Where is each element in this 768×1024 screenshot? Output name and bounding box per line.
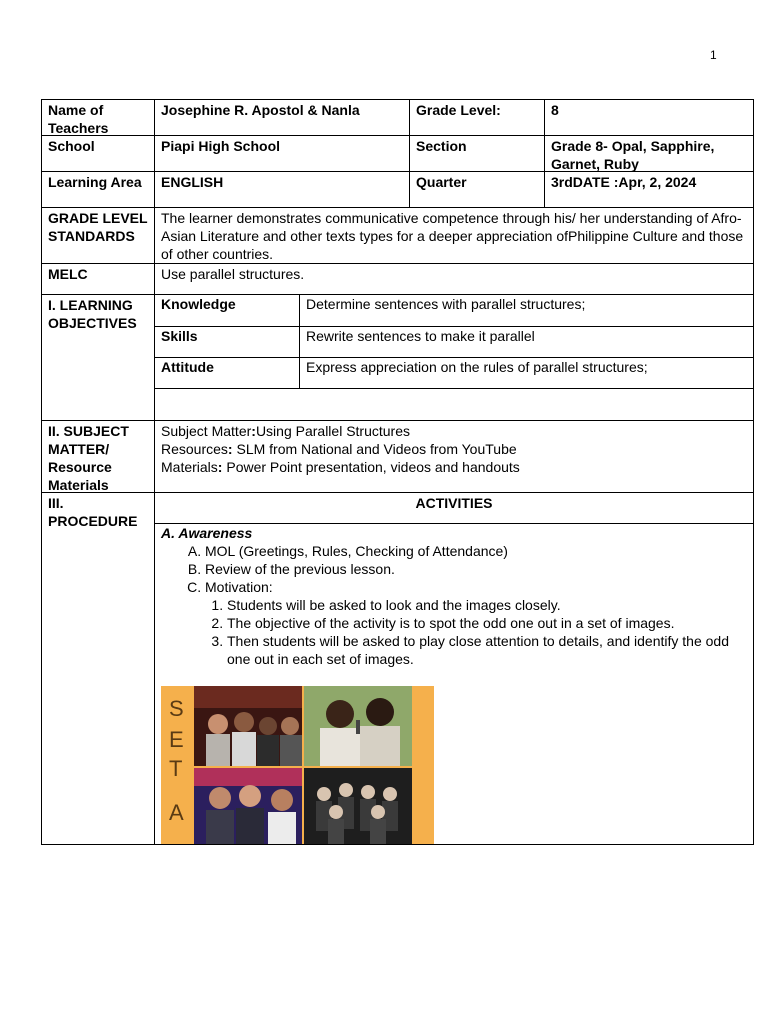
set-letter: T	[169, 756, 183, 781]
school-label: School	[41, 135, 155, 172]
motivation-list	[205, 596, 747, 668]
subject-matter-line: Subject Matter:Using Parallel Structures	[161, 423, 410, 439]
objective-type-attitude: Attitude	[154, 357, 300, 389]
set-letter: S	[169, 696, 184, 721]
grade-level-label: Grade Level:	[409, 99, 545, 136]
objective-text-skills: Rewrite sentences to make it parallel	[299, 326, 754, 358]
objectives-label: I. LEARNING OBJECTIVES	[41, 294, 155, 421]
activities-heading: ACTIVITIES	[154, 492, 754, 524]
lesson-plan-table	[41, 99, 754, 845]
motivation-item: 1. Students will be asked to look and the images closely.	[227, 596, 747, 614]
school-value: Piapi High School	[154, 135, 410, 172]
singers-photo-2	[304, 686, 412, 766]
objective-text-knowledge: Determine sentences with parallel structures;	[299, 294, 754, 327]
learning-area-value: ENGLISH	[154, 171, 410, 208]
melc-text: Use parallel structures.	[154, 263, 754, 295]
section-value: Grade 8- Opal, Sapphire, Garnet, Ruby	[544, 135, 754, 172]
singers-photo-1	[194, 686, 302, 766]
materials-line: Materials: Power Point presentation, videos and handouts	[161, 459, 520, 475]
standards-label: GRADE LEVEL STANDARDS	[41, 207, 155, 264]
objective-type-skills: Skills	[154, 326, 300, 358]
resources-line: Resources: SLM from National and Videos from YouTube	[161, 441, 517, 457]
page-number: 1	[710, 48, 717, 62]
set-label	[161, 686, 193, 845]
awareness-title: A. Awareness	[161, 525, 253, 541]
standards-text: The learner demonstrates communicative competence through his/ her understanding of Afro-Asian Literature and other texts types for a deeper appreciation ofPhilippine Culture and those of other countries.	[154, 207, 754, 264]
subject-matter-content	[154, 420, 754, 493]
melc-label: MELC	[41, 263, 155, 295]
quarter-label: Quarter	[409, 171, 545, 208]
section-label: Section	[409, 135, 545, 172]
subject-matter-label: II. SUBJECT MATTER/ Resource Materials	[41, 420, 155, 493]
procedure-label: III. PROCEDURE	[41, 492, 155, 845]
set-letter: A	[169, 800, 184, 825]
objective-type-knowledge: Knowledge	[154, 294, 300, 327]
step-mol: A. MOL (Greetings, Rules, Checking of Attendance)	[205, 542, 747, 560]
grade-level-value: 8	[544, 99, 754, 136]
step-motivation: C. Motivation: 1. Students will be asked to look and the images closely. 2. The objective of the activity is to spot the odd one out in a set of images. 3. Then students will be asked to play close attention to details, and identify the odd one out in each set of images.	[205, 578, 747, 668]
image-set-a	[161, 686, 434, 845]
set-letter: E	[169, 727, 184, 752]
learning-area-label: Learning Area	[41, 171, 155, 208]
motivation-item: 2. The objective of the activity is to spot the odd one out in a set of images.	[227, 614, 747, 632]
objectives-blank-row	[154, 388, 754, 421]
awareness-steps	[161, 542, 747, 668]
motivation-item: 3. Then students will be asked to play close attention to details, and identify the odd one out in each set of images.	[227, 632, 747, 668]
quarter-value: 3rdDATE :Apr, 2, 2024	[544, 171, 754, 208]
step-review: B. Review of the previous lesson.	[205, 560, 747, 578]
singers-photo-3	[194, 768, 302, 845]
objective-text-attitude: Express appreciation on the rules of parallel structures;	[299, 357, 754, 389]
teachers-value: Josephine R. Apostol & Nanla	[154, 99, 410, 136]
teachers-label: Name of Teachers	[41, 99, 155, 136]
activities-content	[154, 523, 754, 845]
singers-photo-4	[304, 768, 412, 845]
